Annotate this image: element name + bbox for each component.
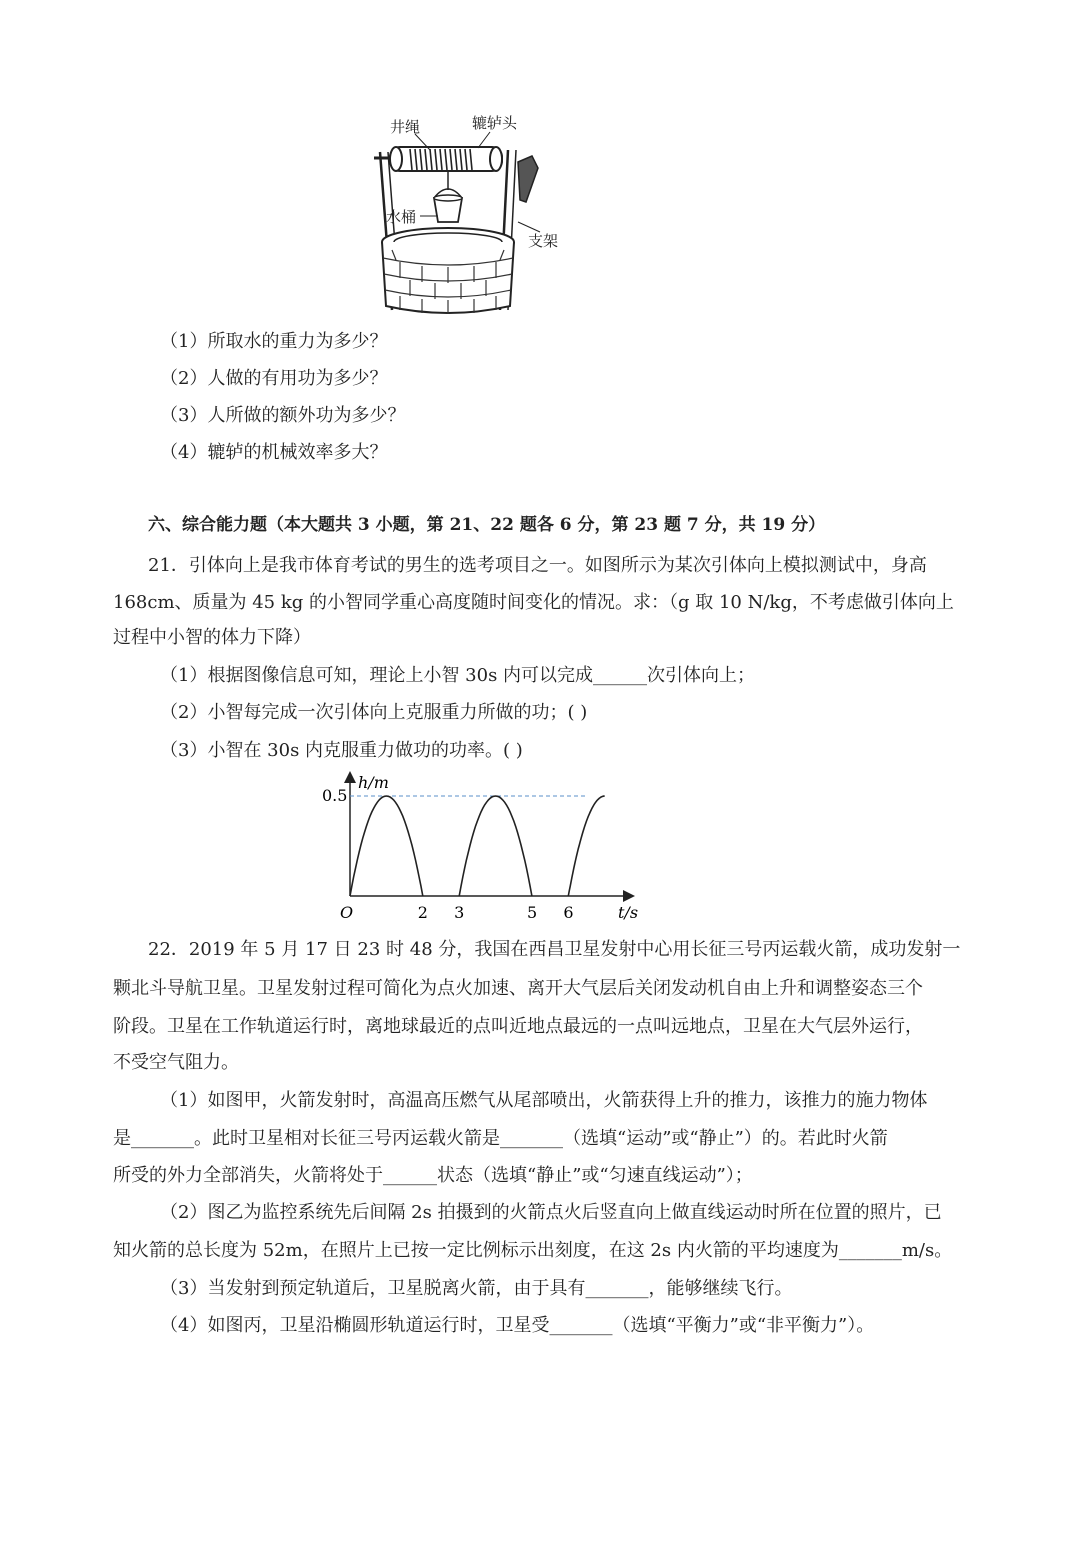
q22-sub2-line1: （2）图乙为监控系统先后间隔 2s 拍摄到的火箭点火后竖直向上做直线运动时所在位置的照片，已 (160, 1202, 942, 1223)
q20-sub2: （2）人做的有用功为多少？ (160, 368, 388, 389)
rope-label: 井绳 (390, 118, 421, 136)
q22-sub4: （4）如图丙，卫星沿椭圆形轨道运行时，卫星受_______（选填“平衡力”或“非平衡力”）。 (160, 1315, 875, 1336)
q22-sub3: （3）当发射到预定轨道后，卫星脱离火箭，由于具有_______，能够继续飞行。 (160, 1278, 793, 1299)
q22-sub2-line2: 知火箭的总长度为 52m，在照片上已按一定比例标示出刻度，在这 2s 内火箭的平均速度为_______m/s。 (113, 1240, 953, 1261)
origin-label: O (340, 903, 354, 922)
curve-arch-1 (350, 796, 423, 896)
curve-arch-2 (459, 796, 532, 896)
q22-stem-line4: 不受空气阻力。 (113, 1052, 239, 1073)
q21-sub1: （1）根据图像信息可知，理论上小智 30s 内可以完成______次引体向上； (160, 665, 756, 686)
x-axis-label: t/s (618, 903, 639, 922)
q22-sub1-line2: 是_______。此时卫星相对长征三号丙运载火箭是_______（选填“运动”或“静止”）的。若此时火箭 (113, 1128, 888, 1149)
q20-sub4: （4）辘轳的机械效率多大？ (160, 442, 388, 463)
q21-sub2: （2）小智每完成一次引体向上克服重力所做的功；( ) (160, 702, 588, 723)
q22-stem-line2: 颗北斗导航卫星。卫星发射过程可简化为点火加速、离开大气层后关闭发动机自由上升和调整姿态三个 (113, 978, 923, 999)
height-time-chart (310, 768, 650, 928)
well-figure (360, 110, 580, 320)
q20-sub1: （1）所取水的重力为多少？ (160, 331, 388, 352)
x-tick-label: 2 (417, 903, 428, 922)
support-label: 支架 (528, 232, 559, 250)
windlass-label: 辘轳头 (472, 114, 518, 132)
section6-heading: 六、综合能力题（本大题共 3 小题，第 21、22 题各 6 分，第 23 题 7 分，共 19 分） (148, 515, 826, 535)
x-tick-label: 6 (563, 903, 574, 922)
y-tick-label: 0.5 (322, 786, 348, 805)
q22-stem-line1: 22．2019 年 5 月 17 日 23 时 48 分，我国在西昌卫星发射中心用长征三号丙运载火箭，成功发射一 (148, 939, 961, 960)
q21-stem-line3: 过程中小智的体力下降） (113, 627, 311, 648)
q22-sub1-line1: （1）如图甲，火箭发射时，高温高压燃气从尾部喷出，火箭获得上升的推力，该推力的施力物体 (160, 1090, 928, 1111)
q20-sub3: （3）人所做的额外功为多少？ (160, 405, 406, 426)
q21-sub3: （3）小智在 30s 内克服重力做功的功率。( ) (160, 740, 523, 761)
q21-stem-line2: 168cm、质量为 45 kg 的小智同学重心高度随时间变化的情况。求：（g 取 10 N/kg，不考虑做引体向上 (113, 592, 954, 613)
q22-sub1-line3: 所受的外力全部消失，火箭将处于______状态（选填“静止”或“匀速直线运动”）； (113, 1165, 753, 1186)
q21-stem-line1: 21．引体向上是我市体育考试的男生的选考项目之一。如图所示为某次引体向上模拟测试中，身高 (148, 555, 927, 576)
curve-arch-3 (568, 796, 604, 896)
bucket-label: 水桶 (386, 208, 417, 226)
y-axis-label: h/m (358, 773, 389, 792)
x-tick-label: 3 (454, 903, 465, 922)
height-time-chart-svg (310, 768, 650, 928)
q22-stem-line3: 阶段。卫星在工作轨道运行时，离地球最近的点叫近地点最远的一点叫远地点，卫星在大气层外运行， (113, 1016, 923, 1037)
x-tick-label: 5 (526, 903, 538, 922)
